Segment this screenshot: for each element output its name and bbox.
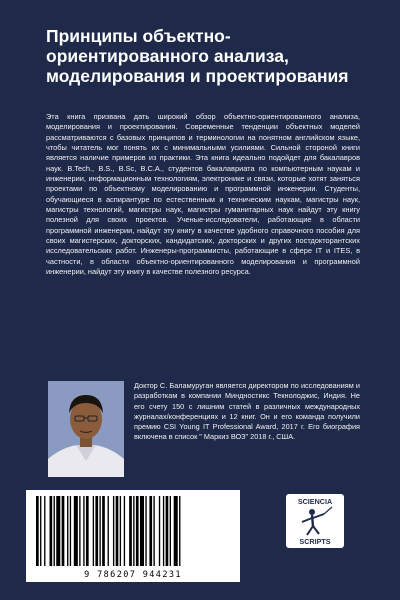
isbn-number: 9 786207 944231 — [84, 570, 182, 580]
publisher-logo-bottom-text: SCRIPTS — [299, 537, 331, 546]
publisher-logo-top-text: SCIENCIA — [297, 497, 333, 506]
book-title: Принципы объектно-ориентированного анализа, моделирования и проектирования — [46, 26, 349, 86]
book-description: Эта книга призвана дать широкий обзор объектно-ориентированного анализа, моделирования и проектирования. Современные тенденции объектных моделей рассматриваются с базовых принципов и терминологии на понятном английском языке, чтобы читатель мог понять их с минимальными усилиями. Сильной стороной книги является наличие примеров из практики. Эта книга идеально подойдет для бакалавров наук. B.Tech., B.S., B.Sc, B.C.A., студентов бакалавриата по компьютерным наукам и инженерии, информационным технологиям, электронике и связи, которые хотят заняться проектами по объектному моделированию и программной инженерии. Студенты, обучающиеся в аспирантуре по естественным и техническим наукам, магистры наук, магистры технологий, магистры наук, магистры гуманитарных наук найдут эту книгу полезной для своих проектов. Ученые-исследователи, работающие в области программной инженерии, найдут эту книгу в качестве удобного справочного пособия для своих магистерских, докторских, кандидатских, докторских и других постдокторантских исследовательских работ. Инженеры-программисты, работающие в сфере IT и ITES, в частности, в области объектно-ориентированного моделирования и программной инженерии, найдут эту книгу в качестве полезного ресурса. — [46, 112, 360, 277]
author-bio: Доктор С. Баламуруган является директором по исследованиям и разработкам в компании Миндностикс Текнолоджис, Индия. Не его счету 150 с лишним статей в различных международных журналах/конференциях и 12 книг. Он и его команда получили премию CSI Young IT Professional Award, 2017 г. Его биография включена в список " Маркиз ВОЗ" 2018 г., США. — [134, 381, 360, 442]
publisher-logo — [286, 494, 344, 548]
barcode-bars — [34, 496, 232, 568]
isbn-barcode — [26, 490, 240, 582]
author-photo — [48, 381, 124, 477]
